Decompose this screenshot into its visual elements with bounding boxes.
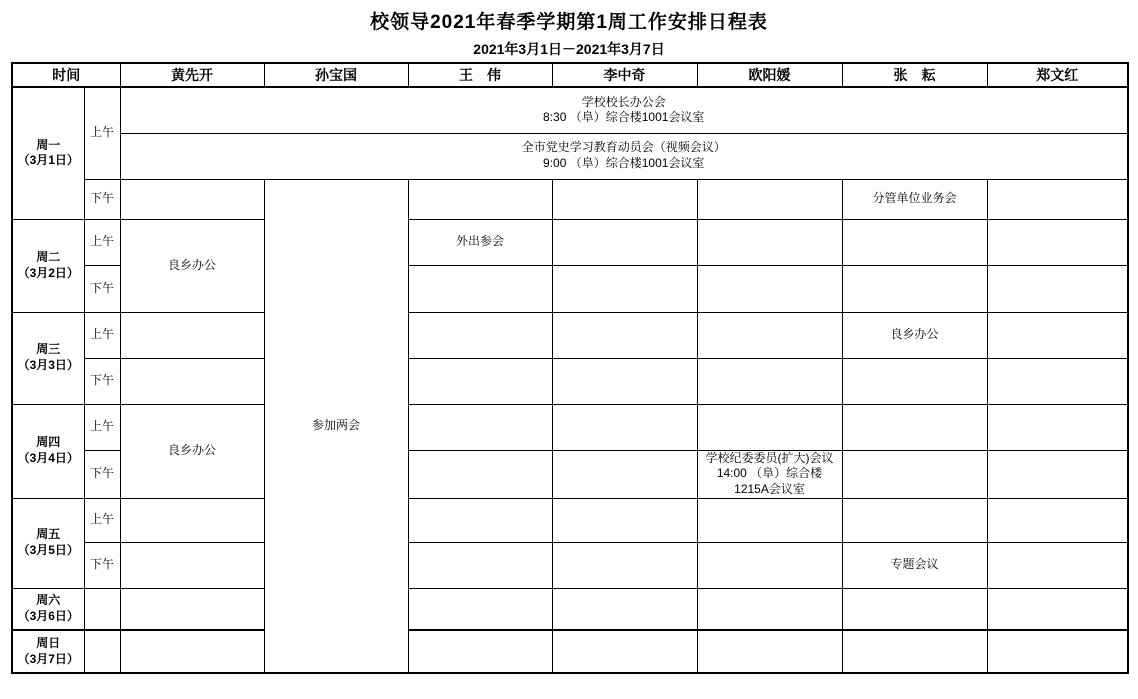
event-mon-am-principal-meeting — [120, 87, 1128, 133]
empty-cell — [697, 542, 842, 588]
day-label-thu — [12, 404, 84, 498]
day-name: 周日 — [36, 635, 61, 650]
empty-cell — [120, 498, 264, 542]
empty-cell — [552, 404, 697, 450]
leader-header-sun-baoguo: 孙宝国 — [264, 63, 408, 87]
event-detail: 8:30 （阜）综合楼1001会议室 — [543, 110, 705, 125]
am-cell-wed: 上午 — [84, 312, 120, 358]
leader-header-ouyang-yuan: 欧阳媛 — [697, 63, 842, 87]
empty-cell — [408, 358, 552, 404]
empty-cell — [697, 179, 842, 219]
empty-cell — [697, 358, 842, 404]
empty-cell — [842, 265, 987, 312]
empty-cell — [552, 179, 697, 219]
row-sun — [12, 630, 1128, 673]
pm-cell-wed: 下午 — [84, 358, 120, 404]
empty-cell — [697, 312, 842, 358]
empty-cell — [120, 179, 264, 219]
empty-cell — [842, 219, 987, 265]
day-date: （3月5日） — [17, 543, 79, 557]
empty-cell — [120, 542, 264, 588]
empty-cell — [987, 179, 1128, 219]
empty-cell — [552, 358, 697, 404]
row-fri-pm — [12, 542, 1128, 588]
empty-cell — [120, 588, 264, 630]
event-fri-pm-zhang-yun: 专题会议 — [842, 542, 987, 588]
empty-cell — [552, 498, 697, 542]
event-sun-baoguo-two-sessions: 参加两会 — [264, 179, 408, 673]
empty-cell — [408, 542, 552, 588]
empty-cell — [842, 404, 987, 450]
empty-cell — [552, 219, 697, 265]
leader-header-huang-xiankai: 黄先开 — [120, 63, 264, 87]
day-date: （3月7日） — [17, 651, 79, 666]
empty-cell — [552, 630, 697, 673]
event-title: 全市党史学习教育动员会（视频会议） — [521, 140, 726, 155]
leader-header-li-zhongqi: 李中奇 — [552, 63, 697, 87]
day-name: 周六 — [36, 593, 61, 608]
empty-cell — [987, 498, 1128, 542]
empty-cell — [120, 630, 264, 673]
event-title: 学校纪委委员(扩大)会议 — [705, 450, 834, 465]
am-cell-thu: 上午 — [84, 404, 120, 450]
day-name: 周三 — [36, 342, 61, 357]
leader-header-wang-wei: 王 伟 — [408, 63, 552, 87]
empty-cell — [987, 450, 1128, 498]
schedule-table — [11, 62, 1129, 674]
event-mon-pm-zhang-yun: 分管单位业务会 — [842, 179, 987, 219]
row-wed-am — [12, 312, 1128, 358]
am-cell-fri: 上午 — [84, 498, 120, 542]
header-row — [12, 63, 1128, 87]
day-name: 周一 — [36, 137, 61, 152]
empty-cell — [697, 219, 842, 265]
empty-cell — [987, 588, 1128, 630]
pm-cell-tue: 下午 — [84, 265, 120, 312]
row-sat — [12, 588, 1128, 630]
empty-cell — [987, 358, 1128, 404]
empty-cell — [408, 404, 552, 450]
leader-header-zheng-wenhong: 郑文红 — [987, 63, 1128, 87]
day-label-wed — [12, 312, 84, 404]
day-name: 周二 — [36, 249, 61, 264]
pm-cell-fri: 下午 — [84, 542, 120, 588]
empty-cell — [697, 498, 842, 542]
event-thu-huang-xiankai: 良乡办公 — [120, 404, 264, 498]
event-wed-am-zhang-yun: 良乡办公 — [842, 312, 987, 358]
event-mon-am-party-history-meeting — [120, 133, 1128, 179]
row-mon-pm — [12, 179, 1128, 219]
am-cell-tue: 上午 — [84, 219, 120, 265]
empty-cell — [697, 265, 842, 312]
empty-cell — [697, 588, 842, 630]
empty-cell — [408, 450, 552, 498]
empty-cell — [987, 265, 1128, 312]
empty-cell — [842, 630, 987, 673]
row-thu-am — [12, 404, 1128, 450]
event-detail: 14:00 （阜）综合楼 — [716, 466, 823, 481]
empty-cell — [987, 312, 1128, 358]
row-fri-am — [12, 498, 1128, 542]
day-label-tue — [12, 219, 84, 312]
event-detail: 9:00 （阜）综合楼1001会议室 — [543, 156, 705, 170]
empty-cell — [552, 312, 697, 358]
empty-cell — [408, 312, 552, 358]
row-wed-pm — [12, 358, 1128, 404]
pm-cell-thu: 下午 — [84, 450, 120, 498]
empty-cell — [842, 588, 987, 630]
empty-cell — [552, 265, 697, 312]
empty-cell — [842, 358, 987, 404]
row-mon-am1 — [12, 87, 1128, 133]
event-tue-huang-xiankai: 良乡办公 — [120, 219, 264, 312]
empty-cell — [552, 588, 697, 630]
empty-cell — [697, 630, 842, 673]
am-cell-mon: 上午 — [84, 87, 120, 179]
empty-cell — [408, 179, 552, 219]
empty-cell — [408, 498, 552, 542]
day-date: （3月2日） — [17, 265, 79, 280]
ampm-cell-sun — [84, 630, 120, 673]
empty-cell — [842, 450, 987, 498]
day-date: （3月4日） — [17, 451, 79, 465]
time-header-cell: 时间 — [12, 63, 120, 87]
empty-cell — [408, 588, 552, 630]
empty-cell — [408, 630, 552, 673]
ampm-cell-sat — [84, 588, 120, 630]
empty-cell — [120, 312, 264, 358]
day-name: 周四 — [36, 435, 61, 450]
leader-header-zhang-yun: 张 耘 — [842, 63, 987, 87]
day-label-sat — [12, 588, 84, 630]
day-date: （3月6日） — [17, 608, 79, 623]
event-tue-am-wang-wei: 外出参会 — [408, 219, 552, 265]
event-title: 学校校长办公会 — [581, 94, 666, 109]
page-title: 校领导2021年春季学期第1周工作安排日程表 — [370, 12, 768, 33]
event-thu-pm-ouyang-yuan — [697, 450, 842, 498]
event-room: 1215A会议室 — [734, 481, 805, 496]
empty-cell — [987, 542, 1128, 588]
day-date: （3月3日） — [17, 358, 79, 372]
pm-cell-mon: 下午 — [84, 179, 120, 219]
empty-cell — [697, 404, 842, 450]
row-tue-am — [12, 219, 1128, 265]
day-label-mon — [12, 87, 84, 219]
empty-cell — [120, 358, 264, 404]
day-name: 周五 — [36, 527, 61, 542]
page-subtitle: 2021年3月1日－2021年3月7日 — [473, 41, 665, 57]
empty-cell — [987, 404, 1128, 450]
empty-cell — [552, 450, 697, 498]
row-mon-am2 — [12, 133, 1128, 179]
day-label-fri — [12, 498, 84, 588]
empty-cell — [552, 542, 697, 588]
empty-cell — [987, 219, 1128, 265]
day-date: （3月1日） — [17, 153, 79, 168]
empty-cell — [842, 498, 987, 542]
day-label-sun — [12, 630, 84, 673]
empty-cell — [408, 265, 552, 312]
empty-cell — [987, 630, 1128, 673]
